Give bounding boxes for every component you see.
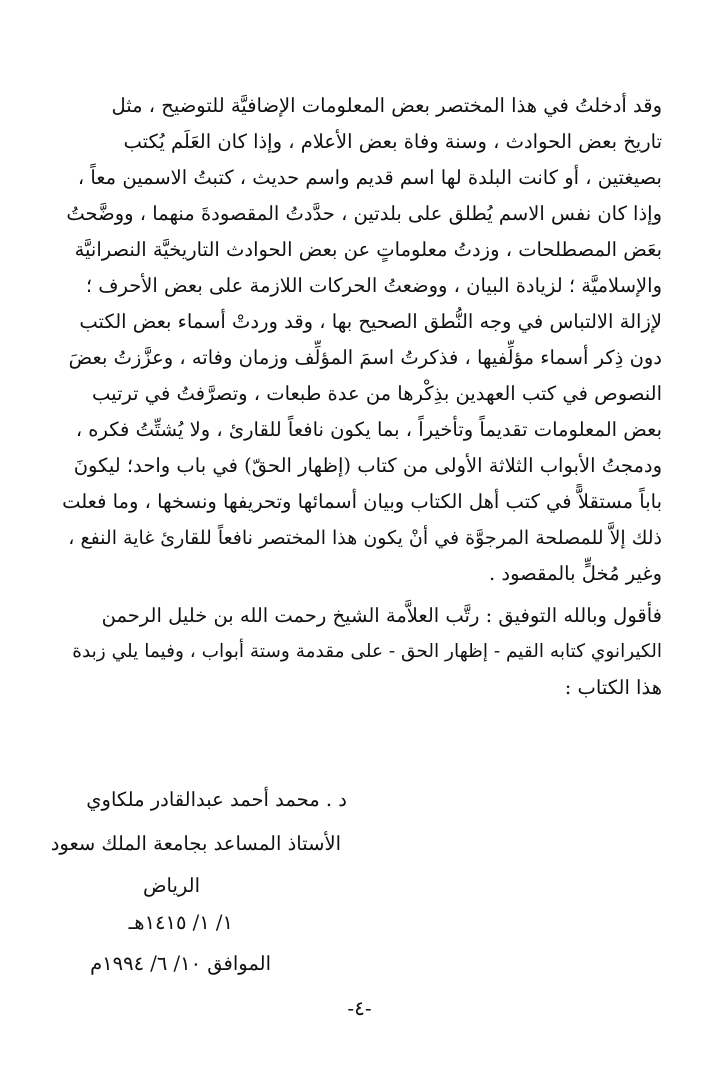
paragraph-summary-intro (62, 598, 662, 706)
text-line: ذلك إلاَّ للمصلحة المرجوَّة في أنْ يكون هذا المختصر نافعاً للقارئ غاية النفع ، (68, 527, 662, 549)
text-line: وقد أدخلتُ في هذا المختصر بعض المعلومات الإضافيَّة للتوضيح ، مثل (111, 94, 662, 117)
text-line: النصوص في كتب العهدين بذِكْرها من عدة طبعات ، وتصرَّفتُ في ترتيب (91, 382, 662, 405)
signature-author-title: الأستاذ المساعد بجامعة الملك سعود (50, 832, 341, 855)
text-line: الكيرانوي كتابه القيم - إظهار الحق - على مقدمة وستة أبواب ، وفيما يلي زبدة (72, 641, 662, 662)
text-line: باباً مستقلاًّ في كتب أهل الكتاب وبيان أسمائها وتحريفها ونسخها ، وما فعلت (62, 490, 662, 513)
page-number: -٤- (347, 996, 372, 1020)
text-line: هذا الكتاب : (564, 676, 662, 699)
paragraph-intro (62, 88, 662, 592)
signature-date-hijri: ١/ ١/ ١٤١٥هـ (128, 911, 233, 934)
signature-date-gregorian: الموافق ١٠/ ٦/ ١٩٩٤م (90, 952, 271, 975)
text-line: وإذا كان نفس الاسم يُطلق على بلدتين ، حدَّدتُ المقصودةَ منهما ، ووضَّحتُ (66, 202, 662, 225)
text-line: فأقول وبالله التوفيق : رتَّب العلاَّمة الشيخ رحمت الله بن خليل الرحمن (101, 604, 662, 627)
text-line: بصيغتين ، أو كانت البلدة لها اسم قديم واسم حديث ، كتبتُ الاسمين معاً ، (77, 166, 662, 189)
text-line: والإسلاميَّة ؛ لزيادة البيان ، ووضعتُ الحركات اللازمة على بعض الأحرف ؛ (85, 274, 662, 297)
text-line: دون ذِكر أسماء مؤلِّفيها ، فذكرتُ اسمَ المؤلِّف وزمان وفاته ، وعزَّزتُ بعضَ (68, 346, 662, 369)
text-line: بعض المعلومات تقديماً وتأخيراً ، بما يكون نافعاً للقارئ ، ولا يُشتِّتُ فكره ، (75, 418, 662, 441)
text-line: تاريخ بعض الحوادث ، وسنة وفاة بعض الأعلام ، وإذا كان العَلَم يُكتب (123, 130, 662, 153)
text-line: بعَض المصطلحات ، وزدتُ معلوماتٍ عن بعض الحوادث التاريخيَّة النصرانيَّة (74, 238, 662, 261)
text-line: ودمجتُ الأبواب الثلاثة الأولى من كتاب (إظهار الحقّ) في باب واحد؛ ليكونَ (73, 454, 662, 477)
text-line: وغير مُخلٍّ بالمقصود . (489, 562, 662, 585)
signature-author-name: د . محمد أحمد عبدالقادر ملكاوي (86, 788, 347, 811)
signature-city: الرياض (142, 874, 200, 897)
text-line: لإزالة الالتباس في وجه النُّطق الصحيح بها ، وقد وردتْ أسماء بعض الكتب (79, 310, 662, 333)
